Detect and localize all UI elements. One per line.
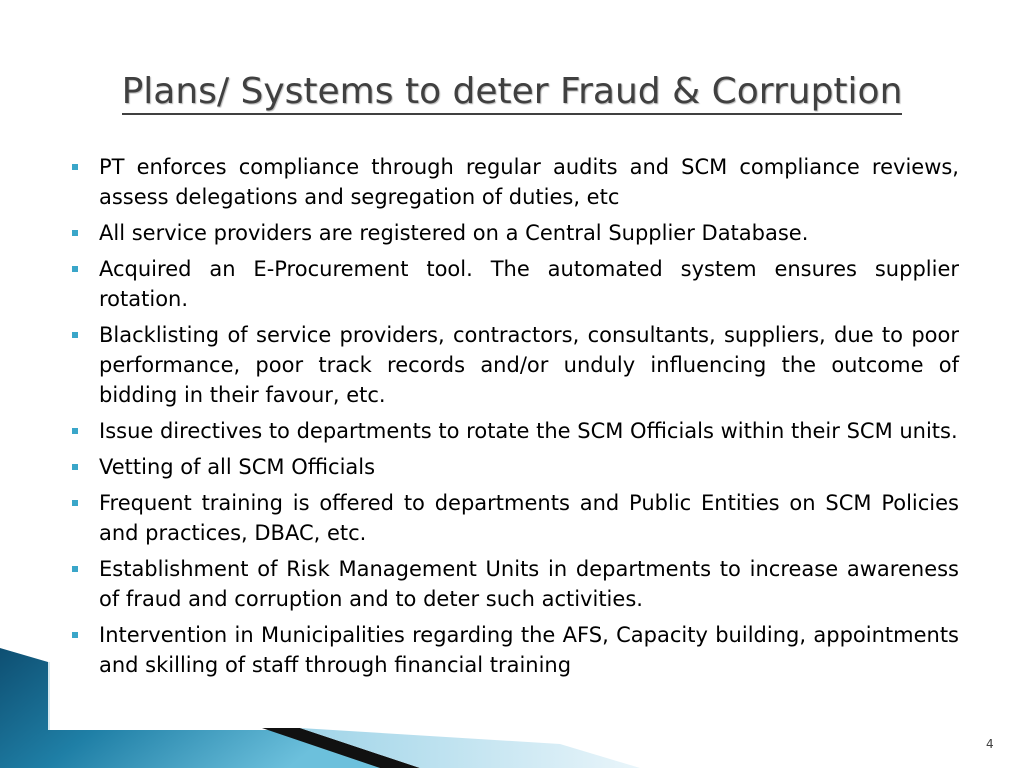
square-bullet-icon — [72, 230, 78, 236]
bullet-item — [72, 152, 959, 212]
bullet-item — [72, 488, 959, 548]
bullet-item — [72, 554, 959, 614]
bullet-text: PT enforces compliance through regular audits and SCM compliance reviews, assess delegations and segregation of duties, etc — [99, 155, 959, 209]
content-panel-edge — [48, 662, 50, 730]
bullet-item — [72, 320, 959, 410]
square-bullet-icon — [72, 428, 78, 434]
bullet-text: All service providers are registered on a Central Supplier Database. — [99, 221, 809, 245]
bullet-item — [72, 254, 959, 314]
slide-title-text: Plans/ Systems to deter Fraud & Corruption — [122, 71, 903, 115]
page-number: 4 — [986, 737, 994, 751]
square-bullet-icon — [72, 500, 78, 506]
bullet-text: Frequent training is offered to departments and Public Entities on SCM Policies and practices, DBAC, etc. — [99, 491, 959, 545]
bullet-item — [72, 620, 959, 680]
square-bullet-icon — [72, 266, 78, 272]
bullet-item — [72, 452, 959, 482]
bullet-text: Vetting of all SCM Officials — [99, 455, 376, 479]
square-bullet-icon — [72, 332, 78, 338]
square-bullet-icon — [72, 566, 78, 572]
square-bullet-icon — [72, 164, 78, 170]
bullet-text: Intervention in Municipalities regarding the AFS, Capacity building, appointments and skilling of staff through financial training — [99, 623, 959, 677]
bullet-text: Establishment of Risk Management Units in departments to increase awareness of fraud and corruption and to deter such activities. — [99, 557, 959, 611]
bullet-text: Acquired an E-Procurement tool. The automated system ensures supplier rotation. — [99, 257, 959, 311]
bullet-text: Blacklisting of service providers, contractors, consultants, suppliers, due to poor performance, poor track records and/or unduly influencing the outcome of bidding in their favour, etc. — [99, 323, 959, 407]
square-bullet-icon — [72, 464, 78, 470]
bullet-item — [72, 218, 959, 248]
bullet-text: Issue directives to departments to rotate the SCM Officials within their SCM units. — [99, 419, 958, 443]
bullet-list — [72, 152, 959, 686]
square-bullet-icon — [72, 632, 78, 638]
slide-title — [60, 68, 964, 116]
bullet-item — [72, 416, 959, 446]
